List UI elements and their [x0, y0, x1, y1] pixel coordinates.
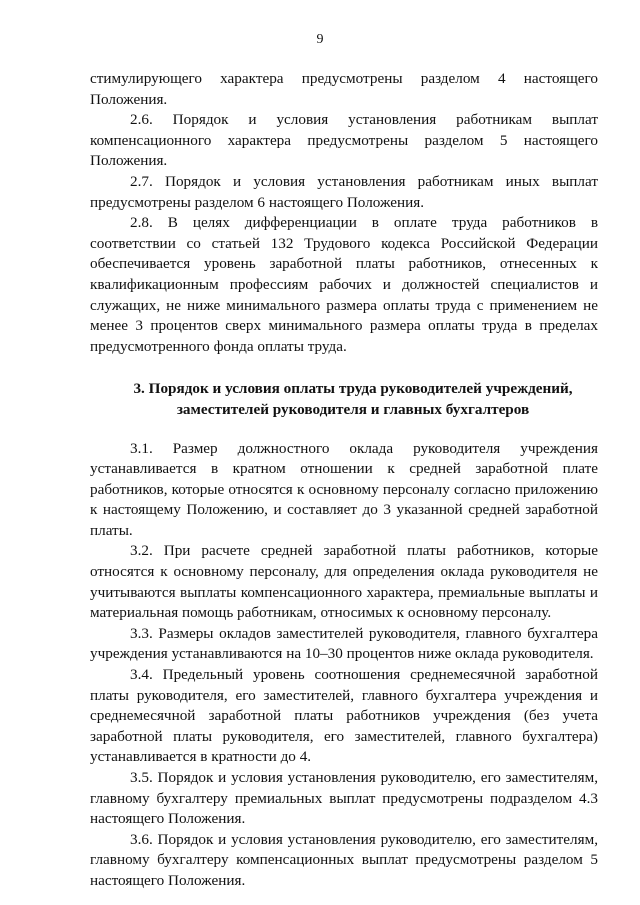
paragraph-3-3: 3.3. Размеры окладов заместителей руководителя, главного бухгалтера учреждения устанавливаются на 10–30 процентов ниже оклада руководителя. — [90, 624, 598, 663]
spacer — [90, 357, 598, 379]
document-body — [90, 69, 598, 892]
paragraph-2-6: 2.6. Порядок и условия установления работникам выплат компенсационного характера предусмотрены разделом 5 настоящего Положения. — [90, 111, 598, 170]
paragraph-3-2: 3.2. При расчете средней заработной платы работников, которые относятся к основному персоналу, для определения оклада руководителя не учитываются выплаты компенсационного характера, премиальные выплаты и материальная помощь работникам, относимых к основному персоналу. — [90, 542, 598, 622]
paragraph-2-8: 2.8. В целях дифференциации в оплате труда работников в соответствии со статьей 132 Трудового кодекса Российской Федерации обеспечивается уровень заработной платы работников, отнесенных к квалификационным профессиям рабочих и должностей специалистов и служащих, не ниже минимального размера оплаты труда с применением не менее 3 процентов сверх минимального размера оплаты труда в пределах предусмотренного фонда оплаты труда. — [90, 214, 598, 355]
paragraph-3-5: 3.5. Порядок и условия установления руководителю, его заместителям, главному бухгалтеру премиальных выплат предусмотрены подразделом 4.3 настоящего Положения. — [90, 769, 598, 828]
paragraph-2-7: 2.7. Порядок и условия установления работникам иных выплат предусмотрены разделом 6 настоящего Положения. — [90, 172, 598, 211]
paragraph-3-6: 3.6. Порядок и условия установления руководителю, его заместителям, главному бухгалтеру компенсационных выплат предусмотрены разделом 5 настоящего Положения. — [90, 830, 598, 889]
paragraph-3-4: 3.4. Предельный уровень соотношения среднемесячной заработной платы руководителя, его заместителей, главного бухгалтера учреждения и среднемесячной заработной платы работников учреждения (без учета заработной платы руководителя, его заместителей, главного бухгалтера) устанавливается в кратности до 4. — [90, 666, 598, 766]
paragraph-3-1: 3.1. Размер должностного оклада руководителя учреждения устанавливается в кратном отношении к средней заработной плате работников, которые относятся к основному персоналу согласно приложению к настоящему Положению, и составляет до 3 указанной средней заработной платы. — [90, 439, 598, 539]
section-heading-line-2: заместителей руководителя и главных бухгалтеров — [176, 400, 530, 418]
section-heading-line-1: 3. Порядок и условия оплаты труда руководителей учреждений, — [133, 380, 573, 398]
paragraph-continuation: стимулирующего характера предусмотрены разделом 4 настоящего Положения. — [90, 70, 598, 108]
spacer — [90, 421, 598, 439]
page-number: 9 — [316, 32, 324, 47]
